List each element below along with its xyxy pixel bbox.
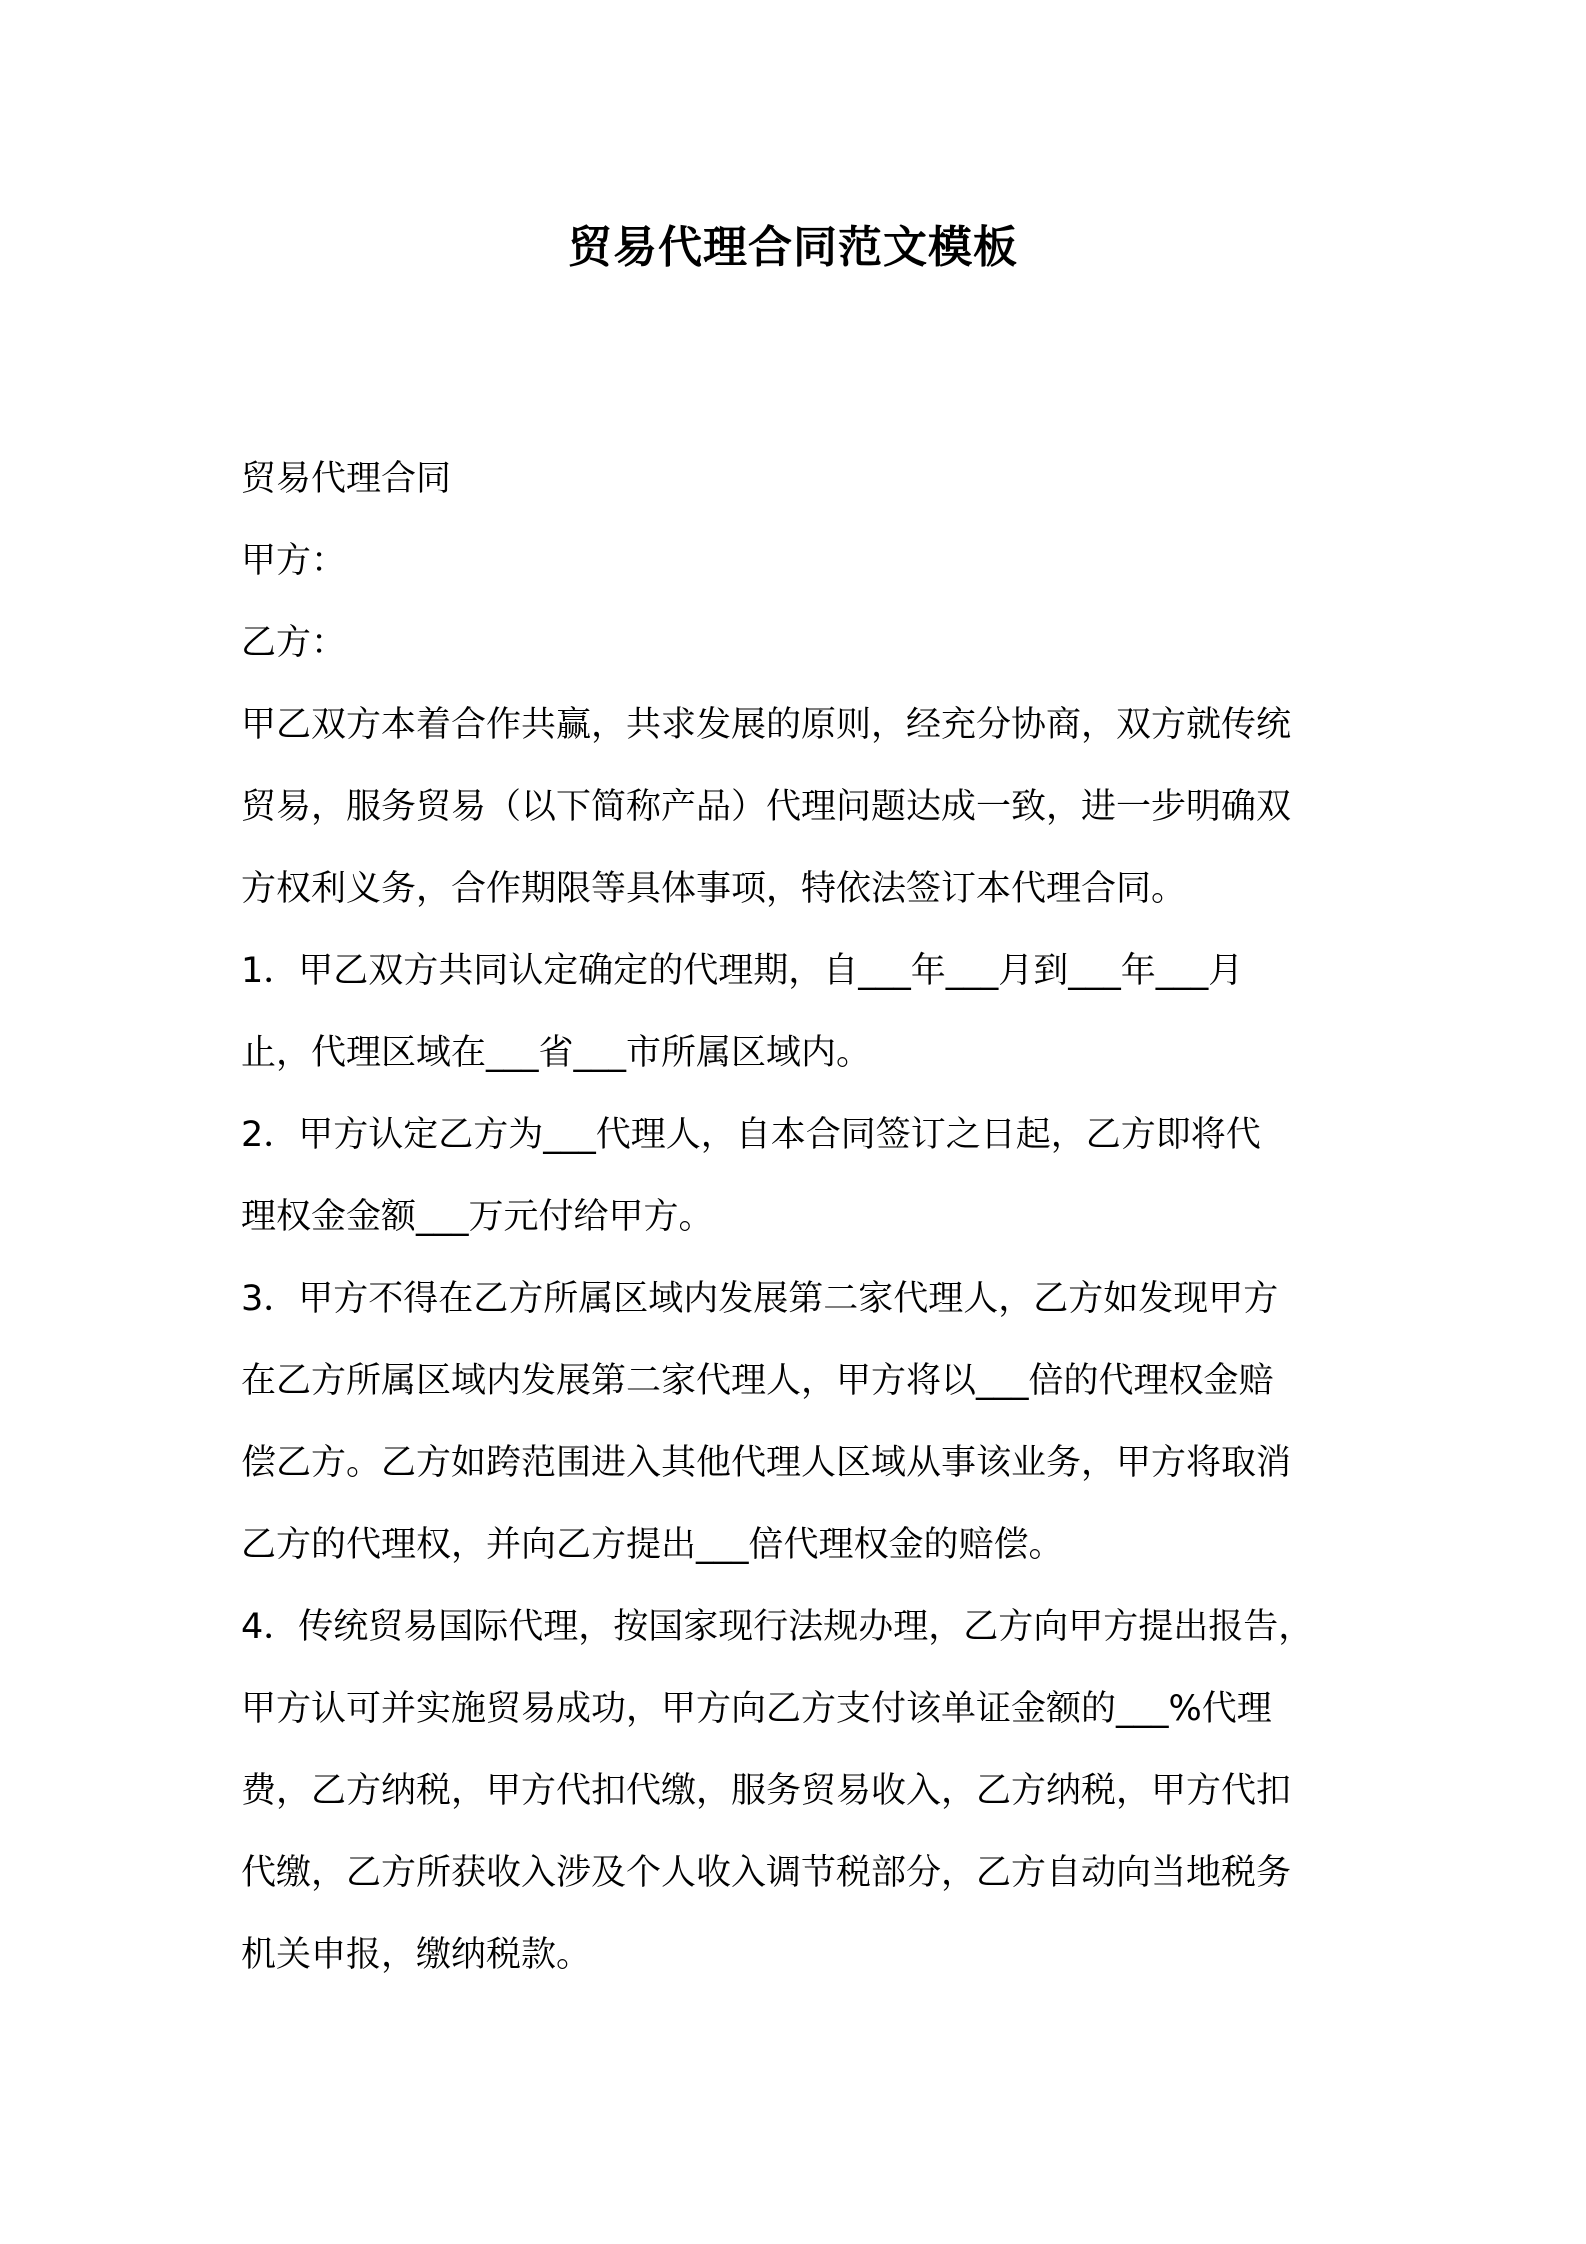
clause-3-line-3: 偿乙方。乙方如跨范围进入其他代理人区域从事该业务，甲方将取消 [241, 1443, 1292, 1483]
clause-2-line-1: 2．甲方认定乙方为___代理人，自本合同签订之日起，乙方即将代 [241, 1115, 1261, 1155]
clause-1-line-1: 1．甲乙双方共同认定确定的代理期，自___年___月到___年___月 [241, 951, 1244, 991]
clause-4-line-3: 费，乙方纳税，甲方代扣代缴，服务贸易收入，乙方纳税，甲方代扣 [241, 1771, 1292, 1811]
clause-3-line-1: 3．甲方不得在乙方所属区域内发展第二家代理人，乙方如发现甲方 [241, 1279, 1279, 1319]
preamble-line-1: 甲乙双方本着合作共赢，共求发展的原则，经充分协商，双方就传统 [241, 705, 1292, 745]
party-b-label: 乙方： [241, 623, 347, 663]
clause-4-line-2: 甲方认可并实施贸易成功，甲方向乙方支付该单证金额的___%代理 [241, 1689, 1272, 1729]
document-title: 贸易代理合同范文模板 [568, 222, 1018, 273]
party-a-label: 甲方： [241, 541, 347, 581]
preamble-line-2: 贸易，服务贸易（以下简称产品）代理问题达成一致，进一步明确双 [241, 787, 1292, 827]
clause-4-line-5: 机关申报，缴纳税款。 [241, 1935, 592, 1975]
clause-4-line-1: 4．传统贸易国际代理，按国家现行法规办理，乙方向甲方提出报告， [241, 1607, 1314, 1647]
clause-3-line-4: 乙方的代理权，并向乙方提出___倍代理权金的赔偿。 [241, 1525, 1064, 1565]
clause-3-line-2: 在乙方所属区域内发展第二家代理人，甲方将以___倍的代理权金赔 [241, 1361, 1274, 1401]
document-body [241, 438, 1361, 1996]
clause-2-line-2: 理权金金额___万元付给甲方。 [241, 1197, 714, 1237]
clause-4-line-4: 代缴，乙方所获收入涉及个人收入调节税部分，乙方自动向当地税务 [241, 1853, 1292, 1893]
clause-1-line-2: 止，代理区域在___省___市所属区域内。 [241, 1033, 872, 1073]
contract-heading: 贸易代理合同 [241, 459, 452, 499]
preamble-line-3: 方权利义务，合作期限等具体事项，特依法签订本代理合同。 [241, 869, 1187, 909]
